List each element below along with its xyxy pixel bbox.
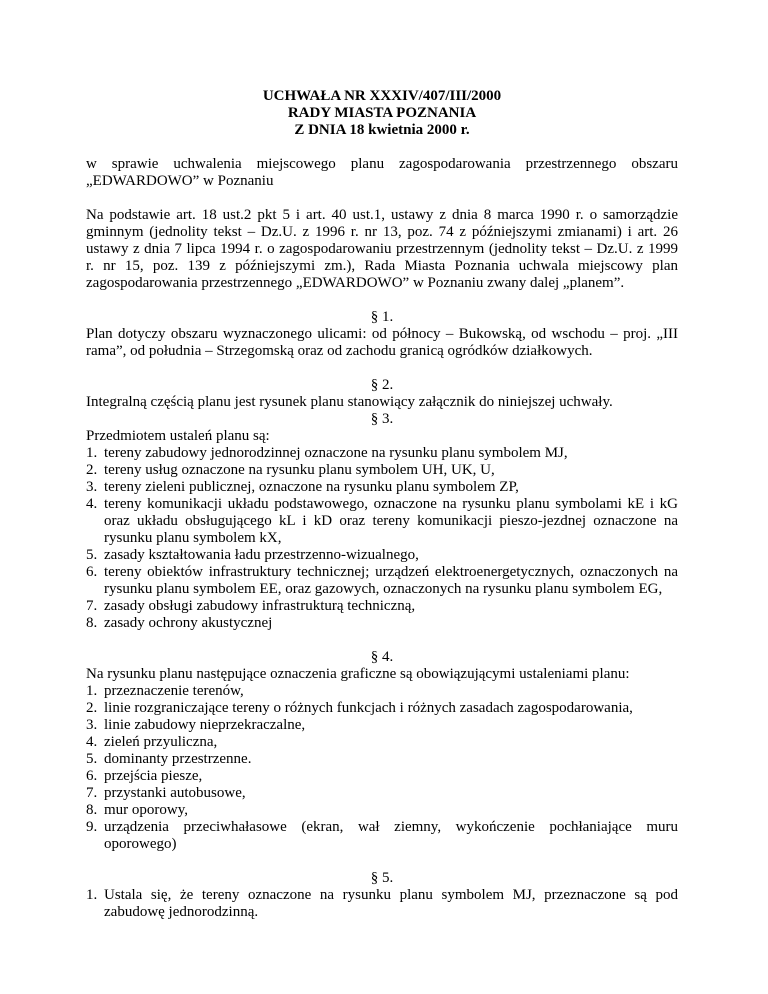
list-item: 6. przejścia piesze, — [86, 768, 203, 784]
list-item: 5. zasady kształtowania ładu przestrzenno-wizualnego, — [86, 547, 419, 563]
list-item: 7. przystanki autobusowe, — [86, 785, 246, 801]
list-item: 2. tereny usług oznaczone na rysunku planu symbolem UH, UK, U, — [86, 462, 495, 478]
section-1-text: Plan dotyczy obszaru wyznaczonego ulicami: od północy – Bukowską, od wschodu – proj. „III rama”, od południa – Strzegomską oraz od zachodu granicą ogródków działkowych. — [86, 326, 678, 359]
list-item: 3. linie zabudowy nieprzekraczalne, — [86, 717, 306, 733]
section-5-list — [86, 887, 678, 921]
list-item: 9. urządzenia przeciwhałasowe (ekran, wał ziemny, wykończenie pochłaniające muru oporowego) — [86, 819, 678, 852]
list-item: 1. Ustala się, że tereny oznaczone na rysunku planu symbolem MJ, przeznaczone są pod zabudowę jednorodzinną. — [86, 887, 678, 920]
list-item: 4. tereny komunikacji układu podstawowego, oznaczone na rysunku planu symbolami kE i kG oraz układu obsługującego kL i kD oraz tereny komunikacji pieszo-jezdnej oznaczone na rysunku planu symbolem kX, — [86, 496, 678, 546]
list-item: 7. zasady obsługi zabudowy infrastrukturą techniczną, — [86, 598, 416, 614]
council-name: RADY MIASTA POZNANIA — [287, 105, 477, 121]
section-4-mark: § 4. — [370, 649, 394, 665]
list-item: 2. linie rozgraniczające tereny o różnych funkcjach i różnych zasadach zagospodarowania, — [86, 700, 633, 716]
list-item: 1. tereny zabudowy jednorodzinnej oznaczone na rysunku planu symbolem MJ, — [86, 445, 568, 461]
section-4-intro: Na rysunku planu następujące oznaczenia graficzne są obowiązującymi ustaleniami planu: — [86, 666, 630, 682]
list-item: 3. tereny zieleni publicznej, oznaczone na rysunku planu symbolem ZP, — [86, 479, 519, 495]
section-3-list — [86, 445, 678, 632]
list-item: 8. zasady ochrony akustycznej — [86, 615, 273, 631]
list-item: 8. mur oporowy, — [86, 802, 189, 818]
section-2-mark: § 2. — [370, 377, 394, 393]
section-5-mark: § 5. — [370, 870, 394, 886]
section-3-intro: Przedmiotem ustaleń planu są: — [86, 428, 270, 444]
section-4-list — [86, 683, 678, 853]
list-item: 6. tereny obiektów infrastruktury technicznej; urządzeń elektroenergetycznych, oznaczonych na rysunku planu symbolem EE, oraz gazowych, oznaczonych na rysunku planu symbolem EG, — [86, 564, 678, 597]
resolution-date: Z DNIA 18 kwietnia 2000 r. — [294, 122, 470, 138]
section-1-mark: § 1. — [370, 309, 394, 325]
document-page — [86, 88, 678, 921]
section-2-text: Integralną częścią planu jest rysunek planu stanowiący załącznik do niniejszej uchwały. — [86, 394, 613, 410]
resolution-number: UCHWAŁA NR XXXIV/407/III/2000 — [262, 88, 502, 104]
list-item: 5. dominanty przestrzenne. — [86, 751, 252, 767]
legal-basis: Na podstawie art. 18 ust.2 pkt 5 i art. 40 ust.1, ustawy z dnia 8 marca 1990 r. o samorządzie gminnym (jednolity tekst – Dz.U. z 1996 r. nr 13, poz. 74 z późniejszymi zmianami) i art. 26 ustawy z dnia 7 lipca 1994 r. o zagospodarowaniu przestrzennym (jednolity tekst – Dz.U. z 1999 r. nr 15, poz. 139 z późniejszymi zm.), Rada Miasta Poznania uchwala miejscowy plan zagospodarowania przestrzennego „EDWARDOWO” w Poznaniu zwany dalej „planem”. — [86, 207, 678, 291]
section-3-mark: § 3. — [370, 411, 394, 427]
list-item: 1. przeznaczenie terenów, — [86, 683, 244, 699]
list-item: 4. zieleń przyuliczna, — [86, 734, 218, 750]
resolution-subject: w sprawie uchwalenia miejscowego planu zagospodarowania przestrzennego obszaru „EDWARDOWO” w Poznaniu — [86, 156, 678, 189]
